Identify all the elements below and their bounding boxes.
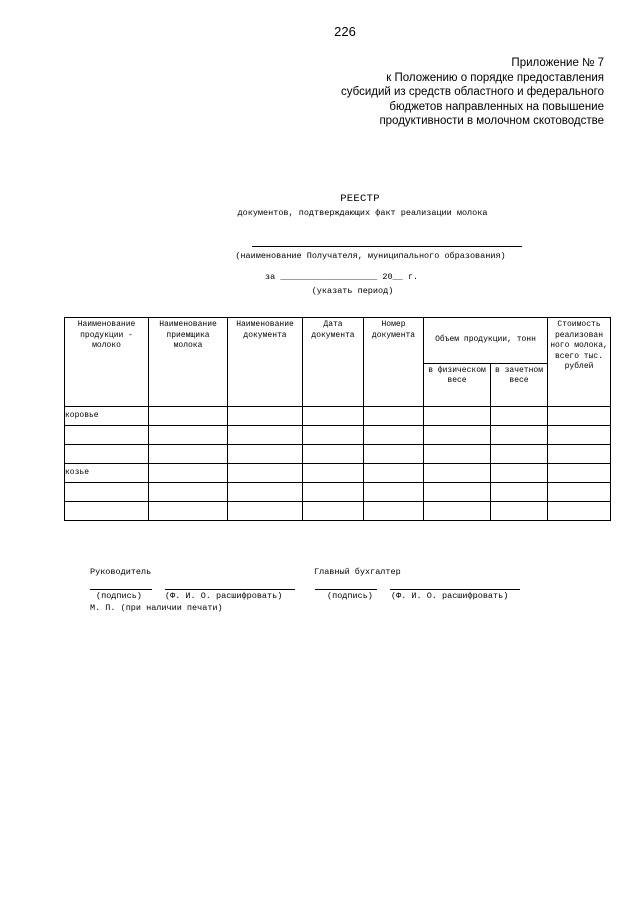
header-cost: Стоимость реализован ного молока, всего тыс. рублей <box>548 318 611 407</box>
head-name-line <box>165 589 295 590</box>
accountant-name-line <box>390 589 520 590</box>
accountant-signature-caption: (подпись) <box>327 591 373 601</box>
appendix-line: к Положению о порядке предоставления <box>386 71 604 84</box>
head-label: Руководитель <box>90 567 152 577</box>
appendix-line: бюджетов направленных на повышение <box>389 100 604 113</box>
category-cell: козье <box>65 464 149 483</box>
period-caption: (указать период) <box>311 286 394 296</box>
header-credit-weight: в зачетном весе <box>491 363 548 407</box>
header-physical-weight: в физическом весе <box>424 363 491 407</box>
accountant-name-caption: (Ф. И. О. расшифровать) <box>391 591 509 601</box>
header-product: Наименование продукции - молоко <box>65 318 149 407</box>
accountant-label: Главный бухгалтер <box>314 567 401 577</box>
table-row <box>65 464 611 483</box>
header-doc-number: Номер документа <box>364 318 424 407</box>
head-signature-caption: (подпись) <box>96 591 142 601</box>
header-receiver: Наименование приемщика молока <box>149 318 228 407</box>
header-volume: Объем продукции, тонн <box>424 318 548 364</box>
category-cell: коровье <box>65 407 149 426</box>
registry-table <box>64 317 611 521</box>
period-year: 20__ <box>382 272 403 282</box>
table-header-row <box>65 318 611 364</box>
table-row <box>65 483 611 502</box>
appendix-line: Приложение № 7 <box>511 57 604 69</box>
head-name-caption: (Ф. И. О. расшифровать) <box>165 591 283 601</box>
appendix-header <box>184 56 604 129</box>
accountant-signature-line <box>315 589 377 590</box>
period-blank: ___________________ <box>280 272 378 282</box>
document-title: РЕЕСТР <box>340 193 380 205</box>
period-row <box>265 272 418 282</box>
recipient-blank-line <box>252 246 522 247</box>
appendix-line: продуктивности в молочном скотоводстве <box>379 115 604 127</box>
page-number: 226 <box>334 24 356 39</box>
table-row <box>65 426 611 445</box>
appendix-line: субсидий из средств областного и федерального <box>340 86 604 98</box>
table-row <box>65 445 611 464</box>
header-doc-date: Дата документа <box>303 318 364 407</box>
table-row <box>65 502 611 521</box>
head-signature-line <box>90 589 152 590</box>
recipient-caption: (наименование Получателя, муниципального образования) <box>235 251 506 261</box>
period-prefix: за <box>265 272 276 282</box>
table-row <box>65 407 611 426</box>
period-suffix: г. <box>407 272 419 282</box>
header-doc-name: Наименование документа <box>228 318 303 407</box>
document-subtitle: документов, подтверждающих факт реализации молока <box>237 208 488 218</box>
stamp-note: М. П. (при наличии печати) <box>90 603 223 613</box>
